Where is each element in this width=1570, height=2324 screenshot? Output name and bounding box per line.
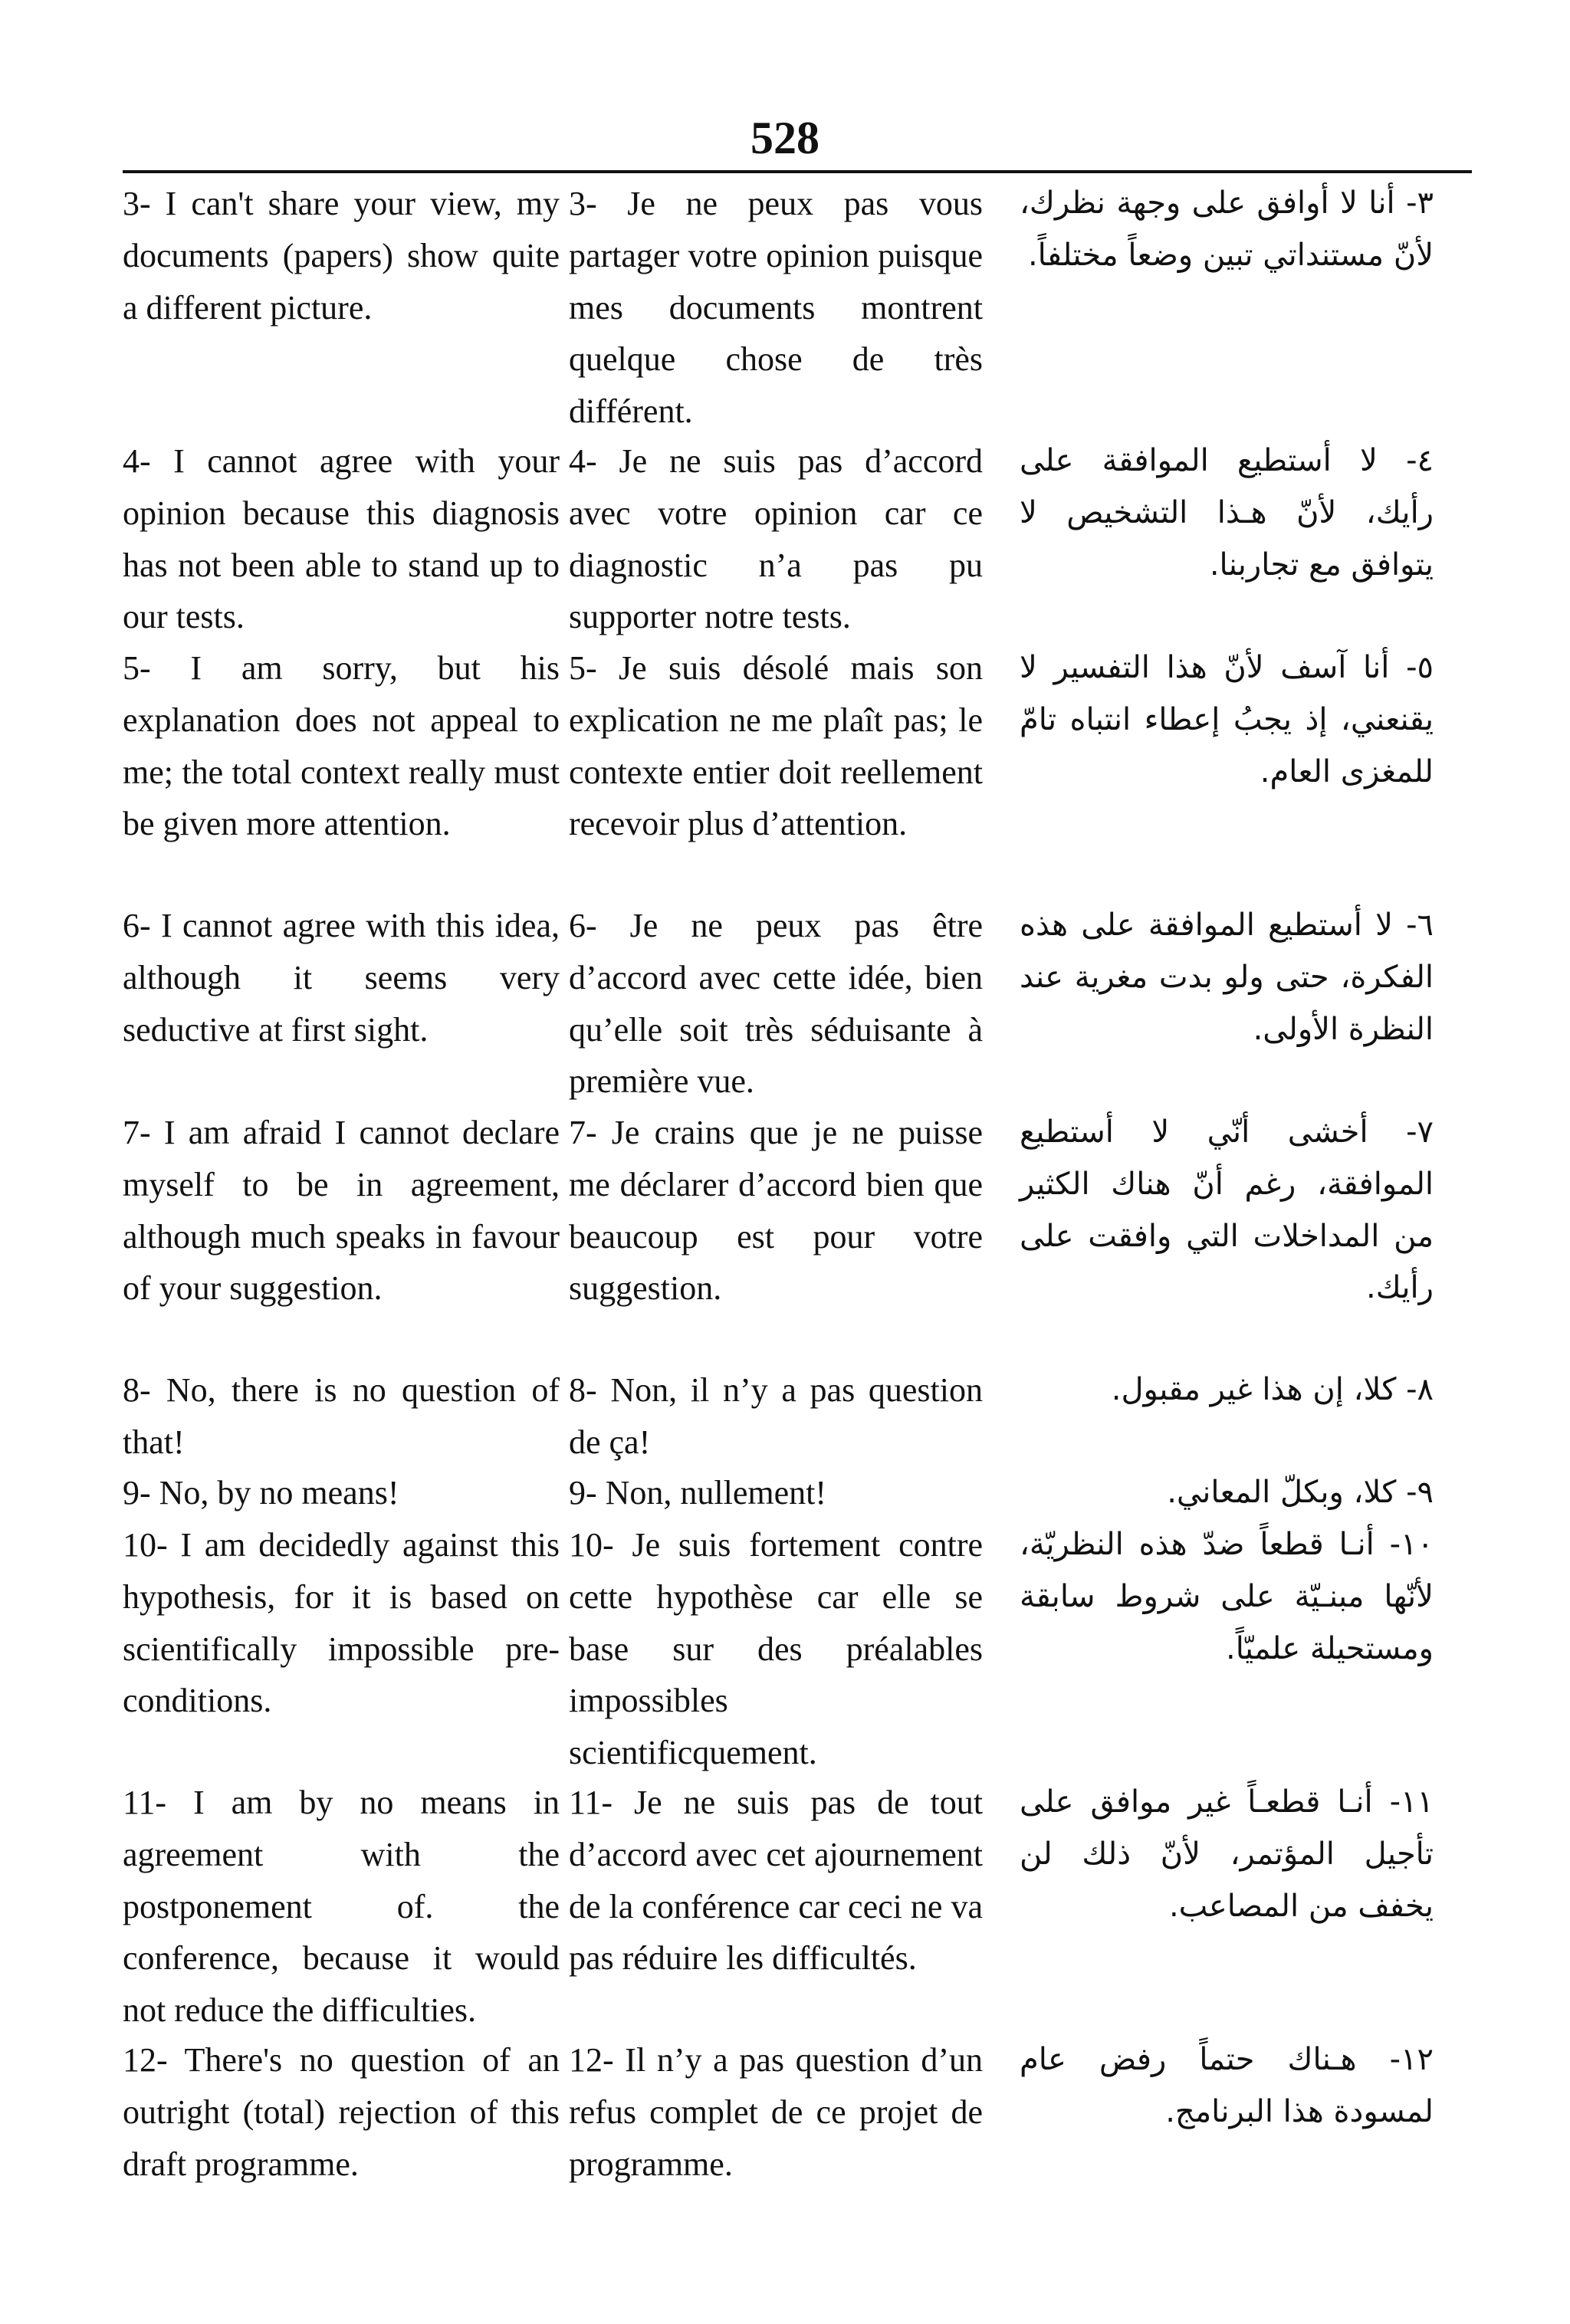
english-text: 4- I cannot agree with your opinion because this diagnosis has not been able to stand up to our tests. <box>123 442 560 636</box>
french-text: 11- Je ne suis pas de tout d’accord avec cet ajournement de la conférence car ceci ne va pas réduire les difficultés. <box>569 1784 983 1978</box>
english-text: 8- No, there is no question of that! <box>123 1371 560 1461</box>
page-number: 528 <box>751 113 819 163</box>
arabic-text: ٧- أخشى أنّي لا أستطيع الموافقة، رغم أنّ هناك الكثير من المداخلات التي وافقت على رأيك. <box>1020 1114 1434 1306</box>
arabic-text: ١٠- أنـا قطعاً ضدّ هذه النظريّة، لأنّها مبنـيّة على شروط سابقة ومستحيلة علميّاً. <box>1020 1527 1434 1666</box>
french-text: 5- Je suis désolé mais son explication ne me plaît pas; le contexte entier doit reellement recevoir plus d’attention. <box>569 649 983 843</box>
arabic-text: ٣- أنا لا أوافق على وجهة نظرك، لأنّ مستنداتي تبين وضعاً مختلفاً. <box>1020 185 1434 273</box>
french-text: 7- Je crains que je ne puisse me déclarer d’accord bien que beaucoup est pour votre suggestion. <box>569 1114 983 1308</box>
english-text: 9- No, by no means! <box>123 1474 399 1512</box>
french-text: 9- Non, nullement! <box>569 1474 827 1512</box>
english-text: 12- There's no question of an outright (total) rejection of this draft programme. <box>123 2041 560 2183</box>
arabic-text: ٦- لا أستطيع الموافقة على هذه الفكرة، حتى ولو بدت مغرية عند النظرة الأولى. <box>1020 908 1434 1047</box>
french-text: 4- Je ne suis pas d’accord avec votre opinion car ce diagnostic n’a pas pu supporter notre tests. <box>569 442 983 636</box>
french-text: 3- Je ne peux pas vous partager votre opinion puisque mes documents montrent quelque chose de très différent. <box>569 185 983 431</box>
english-text: 10- I am decidedly against this hypothesis, for it is based on scientifically impossible pre-conditions. <box>123 1526 560 1720</box>
english-text: 7- I am afraid I cannot declare myself to be in agreement, although much speaks in favour of your suggestion. <box>123 1114 560 1308</box>
english-text: 3- I can't share your view, my documents (papers) show quite a different picture. <box>123 185 560 327</box>
french-text: 10- Je suis fortement contre cette hypothèse car elle se base sur des préalables impossibles scientificquement. <box>569 1526 983 1772</box>
french-text: 6- Je ne peux pas être d’accord avec cette idée, bien qu’elle soit très séduisante à première vue. <box>569 907 983 1101</box>
english-text: 11- I am by no means in agreement with the postponement of. the conference, because it would not reduce the difficulties. <box>123 1784 560 2030</box>
arabic-text: ٤- لا أستطيع الموافقة على رأيك، لأنّ هـذا التشخيص لا يتوافق مع تجاربنا. <box>1020 443 1434 583</box>
arabic-text: ٨- كلا، إن هذا غير مقبول. <box>1111 1372 1434 1407</box>
arabic-text: ٩- كلا، وبكلّ المعاني. <box>1167 1475 1434 1510</box>
french-text: 12- Il n’y a pas question d’un refus complet de ce projet de programme. <box>569 2041 983 2183</box>
header-rule <box>123 170 1472 173</box>
arabic-text: ٥- أنا آسف لأنّ هذا التفسير لا يقنعني، إذ يجبُ إعطاء انتباه تامّ للمغزى العام. <box>1020 650 1434 789</box>
french-text: 8- Non, il n’y a pas question de ça! <box>569 1371 983 1461</box>
english-text: 6- I cannot agree with this idea, although it seems very seductive at first sight. <box>123 907 560 1049</box>
english-text: 5- I am sorry, but his explanation does not appeal to me; the total context really must be given more attention. <box>123 649 560 843</box>
arabic-text: ١١- أنـا قطعـاً غير موافق على تأجيل المؤتمر، لأنّ ذلك لن يخفف من المصاعب. <box>1020 1784 1434 1924</box>
arabic-text: ١٢- هـناك حتماً رفض عام لمسودة هذا البرنامج. <box>1020 2042 1434 2129</box>
